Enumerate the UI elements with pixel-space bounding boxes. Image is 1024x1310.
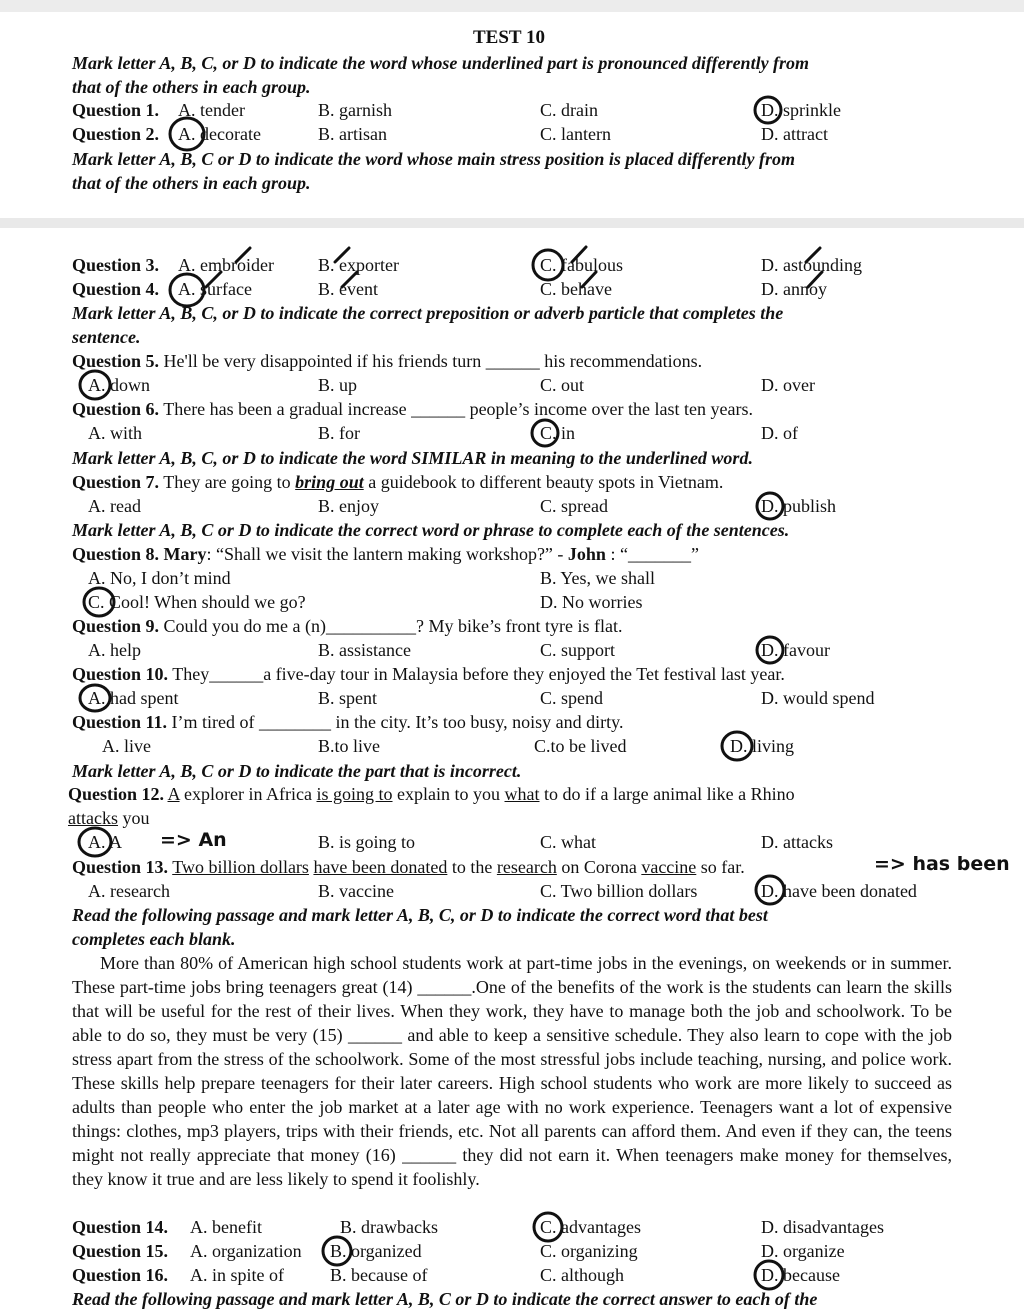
instruction-incorrect: Mark letter A, B, C or D to indicate the part that is incorrect. — [72, 761, 522, 781]
q12-underline-a: A — [167, 784, 180, 804]
q5-option-d[interactable]: D. over — [761, 375, 815, 395]
q10-option-d[interactable]: D. would spend — [761, 688, 875, 708]
question-7-stem — [72, 471, 723, 493]
q14-option-a[interactable]: A. benefit — [190, 1217, 262, 1237]
instruction-preposition-cont: sentence. — [72, 327, 141, 347]
q12-text-1: explorer in Africa — [184, 784, 312, 804]
q3-option-a[interactable]: A. embroider — [178, 255, 274, 275]
question-5-text: He'll be very disappointed if his friends turn ______ his recommendations. — [163, 351, 703, 371]
q13-option-c[interactable]: C. Two billion dollars — [540, 881, 698, 901]
q12-underline-c: what — [504, 784, 540, 804]
q13-option-d[interactable]: D. have been donated — [761, 881, 917, 901]
q11-option-a[interactable]: A. live — [102, 736, 151, 756]
q16-option-c[interactable]: C. although — [540, 1265, 624, 1285]
speaker-john: John — [567, 544, 606, 564]
instruction-preposition: Mark letter A, B, C, or D to indicate the correct preposition or adverb particle that completes the — [72, 303, 784, 323]
question-11-label: Question 11. — [72, 712, 168, 732]
question-5-label: Question 5. — [72, 351, 160, 371]
q4-option-b[interactable]: B. event — [318, 279, 378, 299]
q5-option-c[interactable]: C. out — [540, 375, 585, 395]
q3-option-c[interactable]: C. fabulous — [540, 255, 623, 275]
q1-option-b[interactable]: B. garnish — [318, 100, 392, 120]
q13-correction: => has been — [874, 853, 1010, 875]
reading-passage — [72, 951, 952, 1191]
question-13-label: Question 13. — [72, 857, 169, 877]
question-8-text-1: : “Shall we visit the lantern making workshop?” - — [206, 544, 564, 564]
q9-option-c[interactable]: C. support — [540, 640, 616, 660]
q7-option-c[interactable]: C. spread — [540, 496, 608, 516]
q13-underline-d: have been donated — [313, 857, 448, 877]
question-14-label: Question 14. — [72, 1217, 169, 1237]
q13-text-2: on Corona — [561, 857, 637, 877]
instruction-passage: Read the following passage and mark letter A, B, C, or D to indicate the correct word that best — [72, 905, 768, 925]
q4-option-c[interactable]: C. behave — [540, 279, 612, 299]
q6-option-d[interactable]: D. of — [761, 423, 798, 443]
q6-option-b[interactable]: B. for — [318, 423, 360, 443]
q13-option-a[interactable]: A. research — [88, 881, 170, 901]
question-8-stem — [72, 543, 699, 565]
q15-option-d[interactable]: D. organize — [761, 1241, 845, 1261]
q3-option-d[interactable]: D. astounding — [761, 255, 862, 275]
q4-option-a[interactable]: A. surface — [178, 279, 252, 299]
q1-option-a[interactable]: A. tender — [178, 100, 245, 120]
q15-option-c[interactable]: C. organizing — [540, 1241, 638, 1261]
question-6-label: Question 6. — [72, 399, 160, 419]
q9-option-a[interactable]: A. help — [88, 640, 141, 660]
q5-option-b[interactable]: B. up — [318, 375, 358, 395]
q8-option-a[interactable]: A. No, I don’t mind — [88, 568, 231, 588]
q13-underline-b: vaccine — [641, 857, 697, 877]
q13-text-1: to the — [451, 857, 493, 877]
q12-text-2: explain to you — [397, 784, 500, 804]
q15-option-a[interactable]: A. organization — [190, 1241, 302, 1261]
question-7-text-post: a guidebook to different beauty spots in Vietnam. — [368, 472, 724, 492]
q8-option-b[interactable]: B. Yes, we shall — [540, 568, 656, 588]
q12-correction: => An — [160, 829, 227, 851]
question-1-label: Question 1. — [72, 100, 160, 120]
q4-option-d[interactable]: D. annoy — [761, 279, 827, 299]
q14-option-b[interactable]: B. drawbacks — [340, 1217, 438, 1237]
q13-underline-a: research — [496, 857, 557, 877]
q2-option-b[interactable]: B. artisan — [318, 124, 387, 144]
question-7-text-pre: They are going to — [163, 472, 291, 492]
q2-option-a[interactable]: A. decorate — [178, 124, 261, 144]
q6-option-a[interactable]: A. with — [88, 423, 142, 443]
q8-option-c[interactable]: C. Cool! When should we go? — [88, 592, 306, 612]
question-7-label: Question 7. — [72, 472, 160, 492]
q14-option-c[interactable]: C. advantages — [540, 1217, 641, 1237]
q1-option-c[interactable]: C. drain — [540, 100, 598, 120]
q6-option-c[interactable]: C. in — [540, 423, 576, 443]
question-9-text: Could you do me a (n)__________? My bike’s front tyre is flat. — [163, 616, 623, 636]
q8-option-d[interactable]: D. No worries — [540, 592, 643, 612]
page-gap — [0, 218, 1024, 228]
q10-option-a[interactable]: A. had spent — [88, 688, 179, 708]
q3-option-b[interactable]: B. exporter — [318, 255, 399, 275]
q10-option-c[interactable]: C. spend — [540, 688, 603, 708]
q12-option-d[interactable]: D. attacks — [761, 832, 833, 852]
question-5-stem — [72, 350, 702, 372]
question-13-stem — [72, 856, 745, 878]
question-16-label: Question 16. — [72, 1265, 169, 1285]
q2-option-d[interactable]: D. attract — [761, 124, 828, 144]
question-3-label: Question 3. — [72, 255, 160, 275]
question-11-stem — [72, 711, 623, 733]
question-7-underlined: bring out — [295, 472, 364, 492]
q7-option-b[interactable]: B. enjoy — [318, 496, 379, 516]
instruction-next-passage: Read the following passage and mark letter A, B, C or D to indicate the correct answer to each of the — [72, 1289, 818, 1309]
q14-option-d[interactable]: D. disadvantages — [761, 1217, 884, 1237]
q12-text-3: to do if a large animal like a Rhino — [544, 784, 795, 804]
q16-option-a[interactable]: A. in spite of — [190, 1265, 284, 1285]
q11-option-d[interactable]: D. living — [730, 736, 795, 756]
q11-option-b[interactable]: B.to live — [318, 736, 380, 756]
question-12-label: Question 12. — [68, 784, 165, 804]
page-title: TEST 10 — [473, 27, 545, 48]
question-15-label: Question 15. — [72, 1241, 169, 1261]
q5-option-a[interactable]: A. down — [88, 375, 150, 395]
question-10-text: They______a five-day tour in Malaysia before they enjoyed the Tet festival last year. — [172, 664, 785, 684]
q9-option-d[interactable]: D. favour — [761, 640, 830, 660]
passage-paragraph: More than 80% of American high school students work at part-time jobs in the evenings, on weekends or in summer. These part-time jobs bring teenagers great (14) ______.One of the benefits of the work is the students can learn the skills that will be useful for the rest of their lives. When they work, they have to manage both the job and schoolwork. To be able to do so, they must be very (15) ______ and able to keep a sensitive schedule. They also learn to cope with the job stress apart from the stress of the schoolwork. Some of the most stressful jobs include teaching, nursing, and police work. These skills help prepare teenagers for their later careers. High school students who work are more likely to succeed as adults than people who enter the job market at a later age with no work experience. Teenagers want a lot of expensive things: clothes, mp3 players, trips with their friends, etc. Not all parents can afford them. And even if they can, the teens might not really appreciate that money (16) ______ they did not earn it. When teenagers make money for themselves, they know it true and are less likely to spend it foolishly. — [72, 953, 952, 1189]
q13-option-b[interactable]: B. vaccine — [318, 881, 394, 901]
question-12-stem-cont — [68, 807, 149, 829]
question-4-label: Question 4. — [72, 279, 160, 299]
speaker-mary: Mary — [163, 544, 207, 564]
instruction-stress: Mark letter A, B, C or D to indicate the word whose main stress position is placed differently from — [72, 149, 796, 169]
q12-text-4: you — [122, 808, 150, 828]
q1-option-d[interactable]: D. sprinkle — [761, 100, 841, 120]
instruction-stress-cont: that of the others in each group. — [72, 173, 311, 193]
q12-option-b[interactable]: B. is going to — [318, 832, 416, 852]
question-6-text: There has been a gradual increase ______ people’s income over the last ten years. — [163, 399, 753, 419]
q7-option-d[interactable]: D. publish — [761, 496, 837, 516]
q16-option-d[interactable]: D. because — [761, 1265, 840, 1285]
q15-option-b[interactable]: B. organized — [330, 1241, 422, 1261]
instruction-similar: Mark letter A, B, C, or D to indicate the word SIMILAR in meaning to the underlined word. — [72, 448, 753, 468]
q12-underline-d: attacks — [68, 808, 118, 828]
instruction-pronunciation: Mark letter A, B, C, or D to indicate the word whose underlined part is pronounced differently from — [72, 53, 810, 73]
question-10-label: Question 10. — [72, 664, 169, 684]
q7-option-a[interactable]: A. read — [88, 496, 141, 516]
q12-option-a[interactable]: A. A — [88, 832, 123, 852]
question-8-label: Question 8. — [72, 544, 160, 564]
instruction-passage-cont: completes each blank. — [72, 929, 236, 949]
q10-option-b[interactable]: B. spent — [318, 688, 378, 708]
q12-option-c[interactable]: C. what — [540, 832, 596, 852]
q16-option-b[interactable]: B. because of — [330, 1265, 428, 1285]
q9-option-b[interactable]: B. assistance — [318, 640, 411, 660]
q12-underline-b: is going to — [316, 784, 393, 804]
question-6-stem — [72, 398, 753, 420]
q11-option-c[interactable]: C.to be lived — [534, 736, 627, 756]
question-11-text: I’m tired of ________ in the city. It’s too busy, noisy and dirty. — [171, 712, 624, 732]
question-8-text-2: : “_______” — [610, 544, 699, 564]
q13-underline-c: Two billion dollars — [172, 857, 309, 877]
question-2-label: Question 2. — [72, 124, 160, 144]
question-9-stem — [72, 615, 622, 637]
q13-text-3: so far. — [700, 857, 745, 877]
instruction-complete: Mark letter A, B, C or D to indicate the correct word or phrase to complete each of the sentences. — [72, 520, 790, 540]
top-border — [0, 0, 1024, 12]
q2-option-c[interactable]: C. lantern — [540, 124, 611, 144]
question-12-stem — [68, 783, 795, 805]
instruction-pronunciation-cont: that of the others in each group. — [72, 77, 311, 97]
question-10-stem — [72, 663, 785, 685]
question-9-label: Question 9. — [72, 616, 160, 636]
